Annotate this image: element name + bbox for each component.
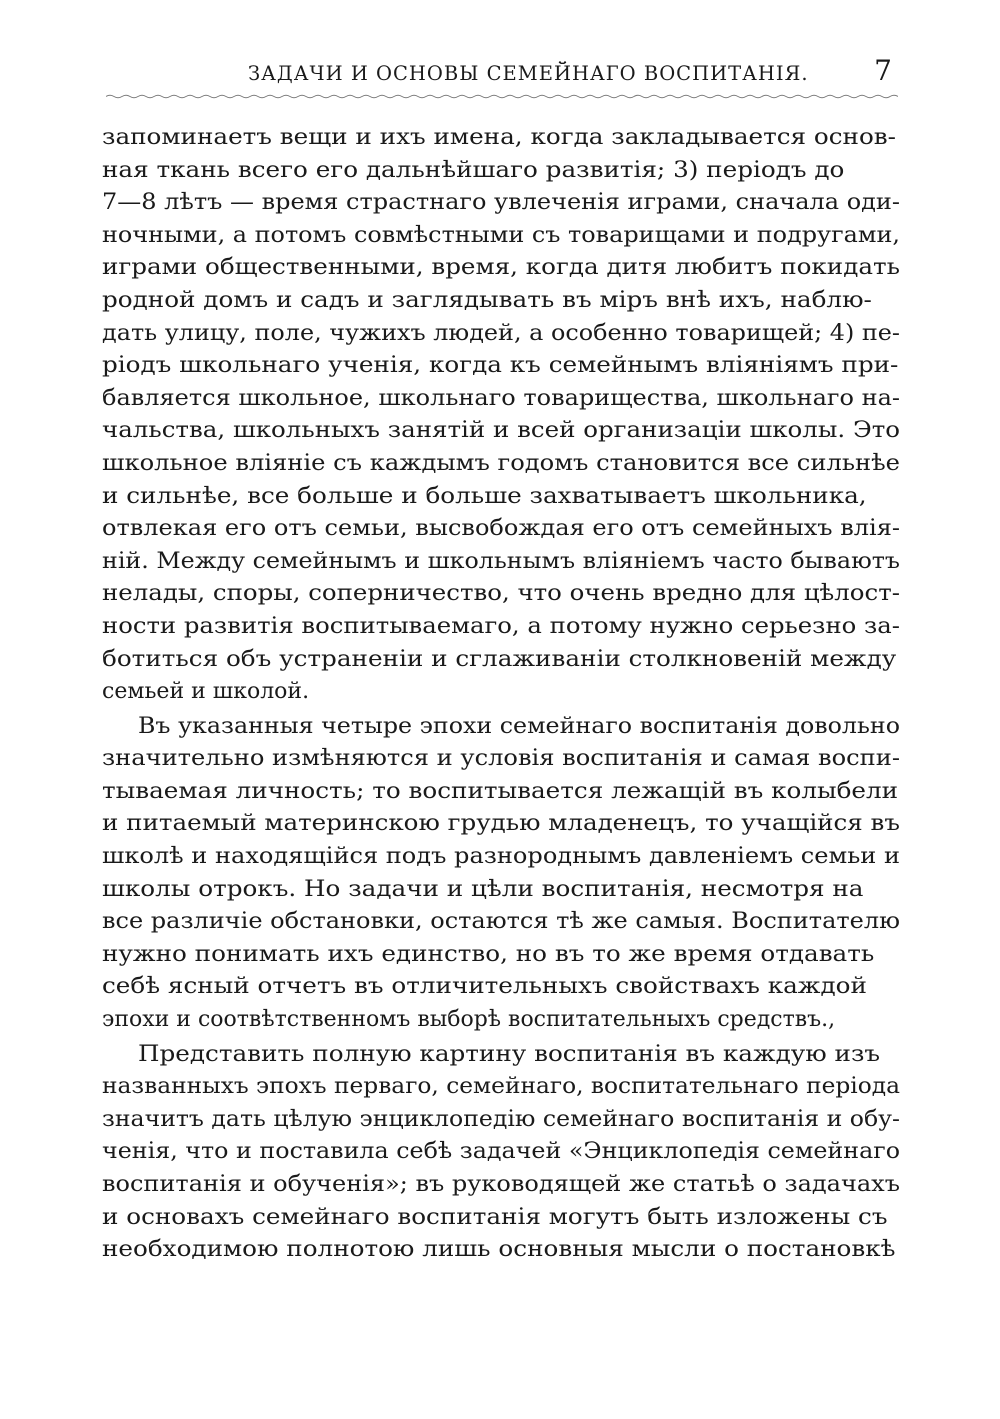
text-line: ная ткань всего его дальнѣйшаго развитія; 3) періодъ до [102,157,845,183]
wavy-rule-line [106,94,898,99]
text-line: значитъ дать цѣлую энциклопедію семейнаго воспитанія и обу- [102,1106,900,1132]
text-line: значительно измѣняются и условія воспитанія и самая воспи- [102,746,900,772]
text-line: ботиться объ устраненіи и сглаживаніи столкновеній между [102,646,897,672]
text-line: нелады, споры, соперничество, что очень вредно для цѣлост- [102,581,900,607]
text-line: школы отрокъ. Но задачи и цѣли воспитанія, несмотря на [102,876,864,902]
text-line: отвлекая его отъ семьи, высвобождая его отъ семейныхъ влія- [102,516,900,542]
text-line: родной домъ и садъ и заглядывать въ міръ внѣ ихъ, наблю- [102,287,872,313]
body-text [102,122,902,1267]
text-line: играми общественными, время, когда дитя любитъ покидать [102,255,900,281]
text-line: семьей и школой. [102,679,310,705]
text-line: школѣ и находящійся подъ разнороднымъ давленіемъ семьи и [102,844,900,870]
text-line: ности развитія воспитываемаго, а потому нужно серьезно за- [102,613,900,639]
text-line: тываемая личность; то воспитывается лежащій въ колыбели [102,778,899,804]
paragraph-first-line: Въ указанныя четыре эпохи семейнаго воспитанія довольно [138,713,901,739]
text-line: школьное вліяніе съ каждымъ годомъ становится все сильнѣе [102,450,901,476]
header-rule [106,94,898,99]
text-line: себѣ ясный отчетъ въ отличительныхъ свойствахъ каждой [102,974,867,1000]
text-line: дать улицу, поле, чужихъ людей, а особенно товарищей; 4) пе- [102,320,900,346]
text-line: все различіе обстановки, остаются тѣ же самыя. Воспитателю [102,909,900,935]
text-line: нужно понимать ихъ единство, но въ то же время отдавать [102,941,875,967]
text-line: ченія, что и поставила себѣ задачей «Энциклопедія семейнаго [102,1139,900,1165]
text-line: необходимою полнотою лишь основныя мысли о постановкѣ [102,1237,896,1263]
text-line: бавляется школьное, школьнаго товарищества, школьнаго на- [102,385,900,411]
text-line: названныхъ эпохъ перваго, семейнаго, воспитательнаго періода [102,1074,900,1100]
text-line: и сильнѣе, все больше и больше захватываетъ школьника, [102,483,867,509]
running-head: ЗАДАЧИ И ОСНОВЫ СЕМЕЙНАГО ВОСПИТАНІЯ. [248,62,809,85]
text-line: запоминаетъ вещи и ихъ имена, когда закладывается основ- [102,125,896,150]
text-line: ріодъ школьнаго ученія, когда къ семейнымъ вліяніямъ при- [102,353,899,379]
text-line: ночными, а потомъ совмѣстными съ товарищами и подругами, [102,222,900,248]
text-line: и питаемый материнскою грудью младенецъ, то учащійся въ [102,811,901,837]
text-line: эпохи и соотвѣтственномъ выборѣ воспитательныхъ средствъ., [102,1007,836,1033]
page-header [104,56,900,92]
paragraph-first-line: Представить полную картину воспитанія въ каждую изъ [138,1041,881,1067]
page-number: 7 [874,54,892,87]
text-line: и основахъ семейнаго воспитанія могутъ быть изложены съ [102,1204,888,1230]
text-line: воспитанія и обученія»; въ руководящей же статьѣ о задачахъ [102,1172,900,1197]
text-line: ній. Между семейнымъ и школьнымъ вліяніемъ часто бываютъ [102,548,900,574]
text-line: чальства, школьныхъ занятій и всей организаціи школы. Это [102,418,900,444]
text-line: 7—8 лѣтъ — время страстнаго увлеченія играми, сначала оди- [102,190,900,216]
